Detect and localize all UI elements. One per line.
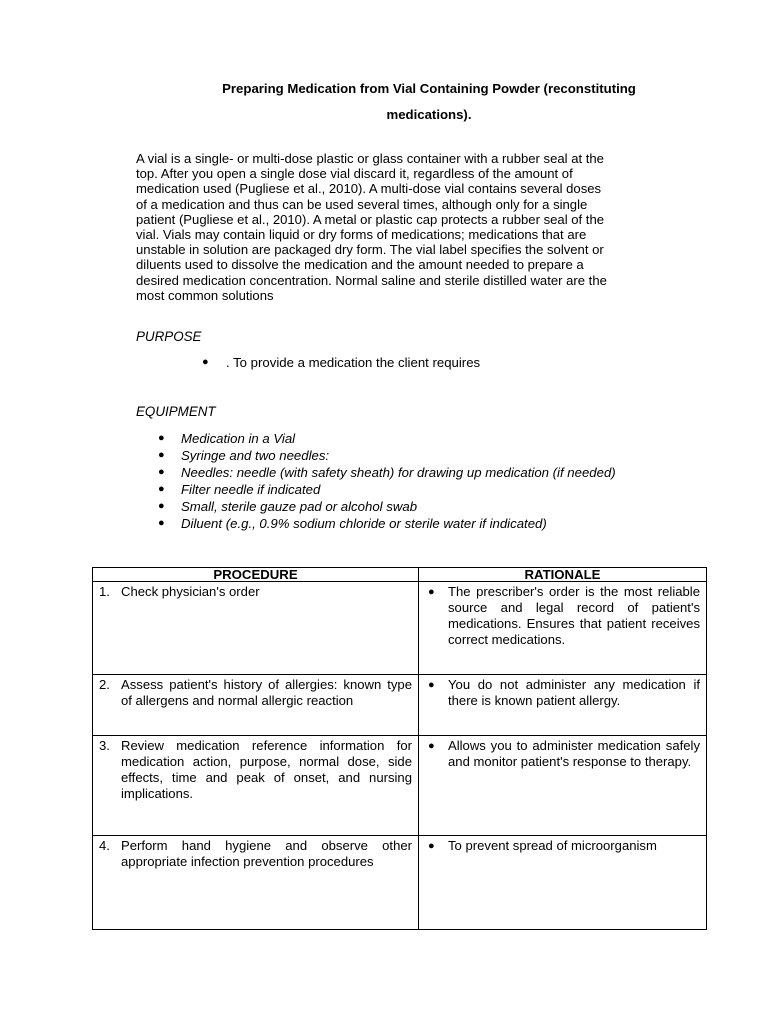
equipment-item-text: Diluent (e.g., 0.9% sodium chloride or sterile water if indicated) [181,516,547,531]
table-row [93,736,707,836]
procedure-cell [93,836,419,930]
equipment-item [158,464,616,481]
bullet-icon: ● [428,586,435,598]
table-row [93,836,707,930]
rationale-cell [419,836,707,930]
intro-paragraph [136,151,684,303]
bullet-icon: ● [202,356,209,368]
intro-line: top. After you open a single dose vial discard it, regardless of the amount of [136,166,573,182]
intro-line: diluents used to dissolve the medication and the amount needed to prepare a [136,257,584,273]
equipment-item-text: Needles: needle (with safety sheath) for drawing up medication (if needed) [181,465,616,480]
intro-line: of a medication and thus can be used several times, although only for a single [136,196,588,212]
title-line-1: Preparing Medication from Vial Containing Powder (reconstituting [222,81,636,96]
procedure-header: PROCEDURE [93,568,419,582]
intro-line: most common solutions [136,287,274,303]
equipment-list [158,430,616,532]
procedure-text: Review medication reference information for medication action, purpose, normal dose, side effects, time and peak of onset, and nursing implications. [121,738,412,801]
rationale-cell [419,582,707,675]
procedure-text: Assess patient's history of allergies: known type of allergens and normal allergic reaction [121,677,412,708]
step-number: 2. [99,677,110,692]
intro-line: vial. Vials may contain liquid or dry forms of medications; medications that are [136,227,587,243]
equipment-item-text: Filter needle if indicated [181,482,321,497]
bullet-icon: ● [158,483,165,495]
bullet-icon: ● [158,449,165,461]
bullet-icon: ● [158,466,165,478]
purpose-item-text: . To provide a medication the client requires [226,355,481,370]
step-number: 1. [99,584,110,599]
rationale-text: The prescriber's order is the most reliable source and legal record of patient's medications. Ensures that patient receives correct medications. [448,584,700,647]
rationale-header: RATIONALE [419,568,707,582]
bullet-icon: ● [428,679,435,691]
intro-line: medication used (Pugliese et al., 2010). A multi-dose vial contains several doses [136,181,602,197]
procedure-cell [93,736,419,836]
purpose-list [202,354,480,371]
document-title [150,76,708,128]
equipment-item [158,515,616,532]
step-number: 4. [99,838,110,853]
rationale-cell [419,736,707,836]
equipment-item-text: Small, sterile gauze pad or alcohol swab [181,499,418,514]
bullet-icon: ● [428,740,435,752]
rationale-text: To prevent spread of microorganism [448,838,657,853]
procedure-text: Check physician's order [121,584,260,599]
equipment-item [158,430,616,447]
table-row [93,675,707,736]
equipment-item [158,498,616,515]
rationale-text: You do not administer any medication if there is known patient allergy. [448,677,700,708]
purpose-heading: PURPOSE [136,329,202,344]
step-number: 3. [99,738,110,753]
procedure-cell [93,582,419,675]
rationale-text: Allows you to administer medication safely and monitor patient's response to therapy. [448,738,700,769]
procedure-table [92,567,707,930]
intro-line: unstable in solution are packaged dry form. The vial label specifies the solvent or [136,242,604,258]
intro-line: A vial is a single- or multi-dose plastic or glass container with a rubber seal at the [136,151,604,166]
rationale-cell [419,675,707,736]
procedure-text: Perform hand hygiene and observe other appropriate infection prevention procedures [121,838,412,869]
bullet-icon: ● [158,432,165,444]
equipment-item-text: Syringe and two needles: [181,448,330,463]
intro-line: desired medication concentration. Normal saline and sterile distilled water are the [136,272,607,288]
title-line-2: medications). [386,107,472,122]
intro-line: patient (Pugliese et al., 2010). A metal or plastic cap protects a rubber seal of the [136,211,605,227]
bullet-icon: ● [158,517,165,529]
equipment-heading: EQUIPMENT [136,404,216,419]
table-row [93,582,707,675]
equipment-item-text: Medication in a Vial [181,431,296,446]
table-header-row [93,568,707,582]
equipment-item [158,481,616,498]
equipment-item [158,447,616,464]
procedure-cell [93,675,419,736]
bullet-icon: ● [428,840,435,852]
bullet-icon: ● [158,500,165,512]
purpose-item [202,354,480,371]
